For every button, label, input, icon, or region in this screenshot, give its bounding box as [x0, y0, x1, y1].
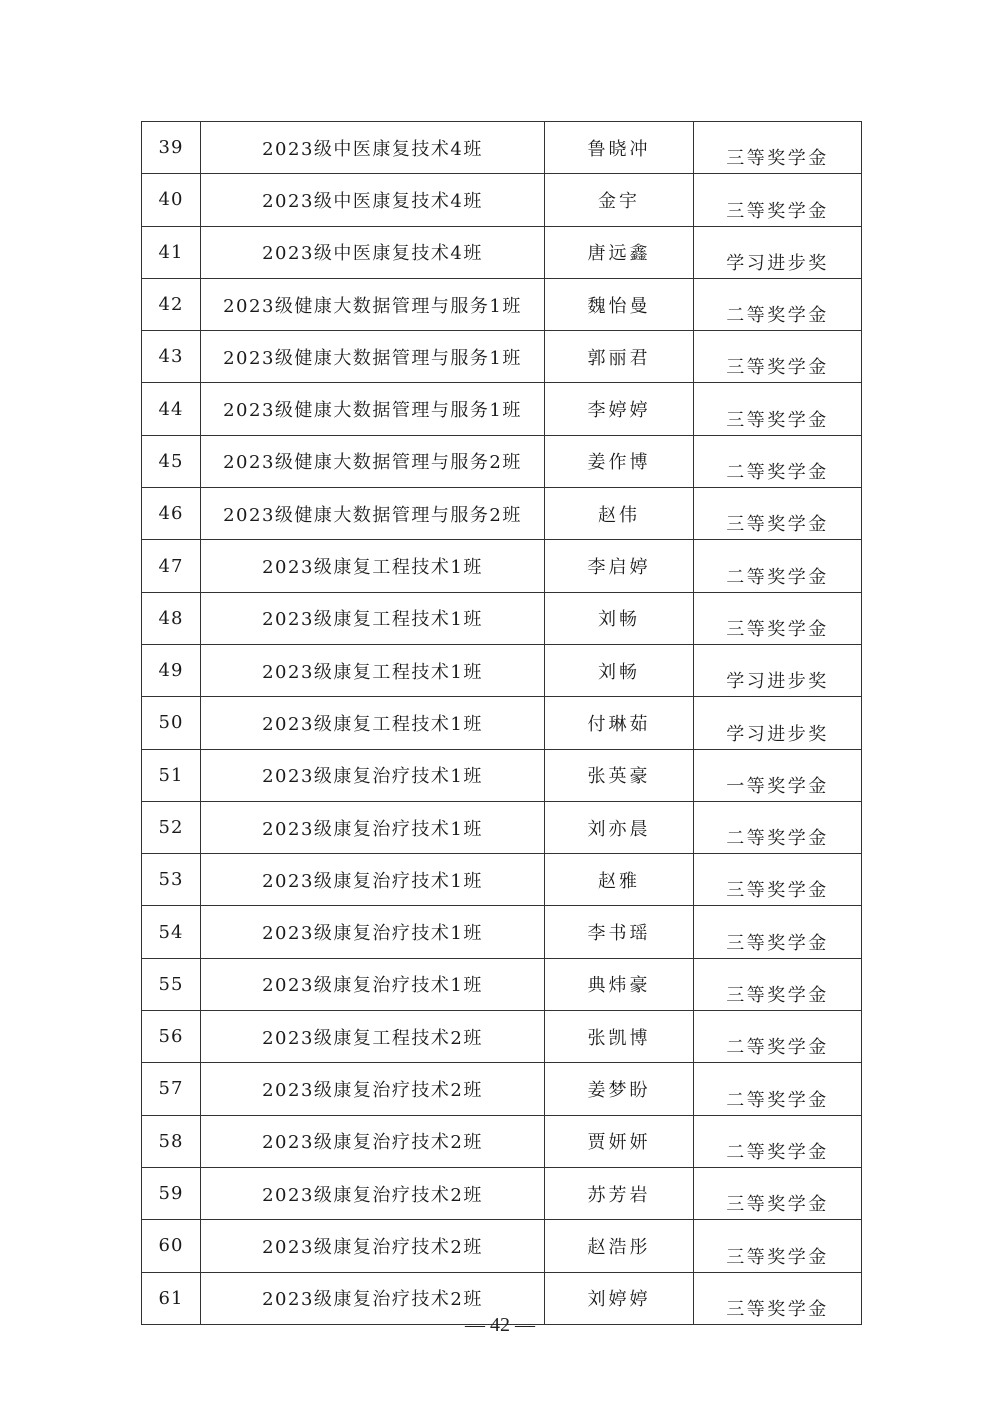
row-number-cell: 56 [142, 1011, 201, 1063]
award-cell: 三等奖学金 [694, 383, 862, 435]
table-row [142, 644, 862, 696]
award-cell: 三等奖学金 [694, 906, 862, 958]
class-name-cell: 2023级康复治疗技术2班 [201, 1272, 545, 1324]
row-number-cell: 51 [142, 749, 201, 801]
row-number-cell: 50 [142, 697, 201, 749]
student-name-cell: 张凯博 [545, 1011, 694, 1063]
class-name-cell: 2023级健康大数据管理与服务2班 [201, 488, 545, 540]
award-cell: 三等奖学金 [694, 331, 862, 383]
award-cell: 三等奖学金 [694, 1220, 862, 1272]
class-name-cell: 2023级健康大数据管理与服务1班 [201, 278, 545, 330]
student-name-cell: 郭丽君 [545, 331, 694, 383]
table-row [142, 906, 862, 958]
class-name-cell: 2023级康复治疗技术2班 [201, 1115, 545, 1167]
class-name-cell: 2023级健康大数据管理与服务1班 [201, 383, 545, 435]
row-number-cell: 45 [142, 435, 201, 487]
award-cell: 二等奖学金 [694, 1011, 862, 1063]
award-cell: 二等奖学金 [694, 278, 862, 330]
table-row [142, 592, 862, 644]
table-row [142, 749, 862, 801]
table-row [142, 1115, 862, 1167]
row-number-cell: 58 [142, 1115, 201, 1167]
student-name-cell: 姜梦盼 [545, 1063, 694, 1115]
student-name-cell: 张英豪 [545, 749, 694, 801]
class-name-cell: 2023级康复治疗技术1班 [201, 906, 545, 958]
page-number: — 42 — [465, 1314, 535, 1336]
row-number-cell: 47 [142, 540, 201, 592]
class-name-cell: 2023级康复治疗技术2班 [201, 1063, 545, 1115]
award-cell: 三等奖学金 [694, 122, 862, 174]
row-number-cell: 61 [142, 1272, 201, 1324]
table-row [142, 488, 862, 540]
table-row [142, 958, 862, 1010]
class-name-cell: 2023级康复治疗技术1班 [201, 749, 545, 801]
row-number-cell: 49 [142, 644, 201, 696]
award-cell: 三等奖学金 [694, 1167, 862, 1219]
row-number-cell: 57 [142, 1063, 201, 1115]
table-row [142, 435, 862, 487]
award-cell: 二等奖学金 [694, 801, 862, 853]
class-name-cell: 2023级健康大数据管理与服务1班 [201, 331, 545, 383]
award-cell: 学习进步奖 [694, 644, 862, 696]
table-row [142, 1220, 862, 1272]
row-number-cell: 41 [142, 226, 201, 278]
row-number-cell: 60 [142, 1220, 201, 1272]
class-name-cell: 2023级中医康复技术4班 [201, 122, 545, 174]
student-name-cell: 赵浩彤 [545, 1220, 694, 1272]
row-number-cell: 39 [142, 122, 201, 174]
table-row [142, 540, 862, 592]
row-number-cell: 43 [142, 331, 201, 383]
class-name-cell: 2023级康复治疗技术2班 [201, 1220, 545, 1272]
table-row [142, 1011, 862, 1063]
table-row [142, 697, 862, 749]
award-table [141, 121, 862, 1325]
student-name-cell: 付琳茹 [545, 697, 694, 749]
award-cell: 三等奖学金 [694, 174, 862, 226]
student-name-cell: 赵雅 [545, 854, 694, 906]
class-name-cell: 2023级康复工程技术1班 [201, 592, 545, 644]
student-name-cell: 贾妍妍 [545, 1115, 694, 1167]
table-row [142, 1063, 862, 1115]
class-name-cell: 2023级康复治疗技术2班 [201, 1167, 545, 1219]
student-name-cell: 刘畅 [545, 592, 694, 644]
row-number-cell: 44 [142, 383, 201, 435]
student-name-cell: 李婷婷 [545, 383, 694, 435]
row-number-cell: 42 [142, 278, 201, 330]
class-name-cell: 2023级康复治疗技术1班 [201, 958, 545, 1010]
student-name-cell: 典炜豪 [545, 958, 694, 1010]
award-cell: 三等奖学金 [694, 488, 862, 540]
table-row [142, 174, 862, 226]
table-row [142, 854, 862, 906]
row-number-cell: 46 [142, 488, 201, 540]
award-cell: 三等奖学金 [694, 592, 862, 644]
row-number-cell: 55 [142, 958, 201, 1010]
award-cell: 三等奖学金 [694, 1272, 862, 1324]
student-name-cell: 姜作博 [545, 435, 694, 487]
award-cell: 二等奖学金 [694, 435, 862, 487]
class-name-cell: 2023级康复治疗技术1班 [201, 801, 545, 853]
class-name-cell: 2023级康复工程技术1班 [201, 540, 545, 592]
class-name-cell: 2023级康复工程技术1班 [201, 697, 545, 749]
class-name-cell: 2023级康复治疗技术1班 [201, 854, 545, 906]
class-name-cell: 2023级健康大数据管理与服务2班 [201, 435, 545, 487]
student-name-cell: 苏芳岩 [545, 1167, 694, 1219]
student-name-cell: 唐远鑫 [545, 226, 694, 278]
class-name-cell: 2023级中医康复技术4班 [201, 174, 545, 226]
student-name-cell: 李启婷 [545, 540, 694, 592]
award-cell: 三等奖学金 [694, 854, 862, 906]
award-cell: 二等奖学金 [694, 540, 862, 592]
student-name-cell: 魏怡曼 [545, 278, 694, 330]
row-number-cell: 54 [142, 906, 201, 958]
student-name-cell: 金宇 [545, 174, 694, 226]
award-table-body [142, 122, 862, 1325]
award-cell: 二等奖学金 [694, 1063, 862, 1115]
row-number-cell: 59 [142, 1167, 201, 1219]
student-name-cell: 刘畅 [545, 644, 694, 696]
award-cell: 学习进步奖 [694, 697, 862, 749]
table-row [142, 226, 862, 278]
row-number-cell: 40 [142, 174, 201, 226]
class-name-cell: 2023级康复工程技术2班 [201, 1011, 545, 1063]
table-row [142, 122, 862, 174]
student-name-cell: 刘婷婷 [545, 1272, 694, 1324]
award-cell: 三等奖学金 [694, 958, 862, 1010]
row-number-cell: 52 [142, 801, 201, 853]
table-row [142, 383, 862, 435]
class-name-cell: 2023级中医康复技术4班 [201, 226, 545, 278]
row-number-cell: 53 [142, 854, 201, 906]
student-name-cell: 李书瑶 [545, 906, 694, 958]
award-cell: 学习进步奖 [694, 226, 862, 278]
award-cell: 一等奖学金 [694, 749, 862, 801]
table-row [142, 278, 862, 330]
table-row [142, 331, 862, 383]
class-name-cell: 2023级康复工程技术1班 [201, 644, 545, 696]
row-number-cell: 48 [142, 592, 201, 644]
table-row [142, 801, 862, 853]
table-row [142, 1167, 862, 1219]
student-name-cell: 鲁晓冲 [545, 122, 694, 174]
student-name-cell: 刘亦晨 [545, 801, 694, 853]
award-cell: 二等奖学金 [694, 1115, 862, 1167]
student-name-cell: 赵伟 [545, 488, 694, 540]
